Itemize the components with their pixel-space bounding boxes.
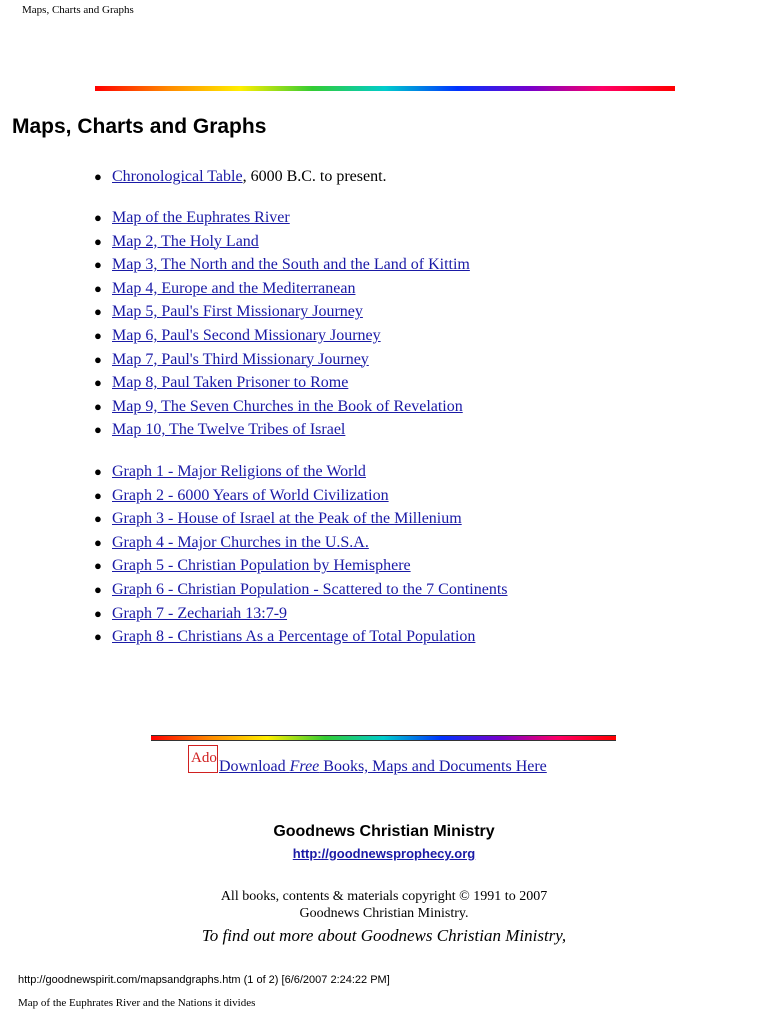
map-link[interactable]: Map 5, Paul's First Missionary Journey	[112, 303, 363, 321]
chronological-suffix: , 6000 B.C. to present.	[242, 168, 387, 185]
maps-list	[94, 206, 470, 442]
list-item	[94, 418, 470, 442]
bullet-icon: ●	[94, 327, 102, 343]
map-link[interactable]: Map 9, The Seven Churches in the Book of Revelation	[112, 397, 463, 415]
ado-placeholder-image[interactable]: Ado	[188, 745, 218, 773]
graph-link[interactable]: Graph 2 - 6000 Years of World Civilization	[112, 486, 389, 504]
bullet-icon: ●	[94, 487, 102, 503]
download-prefix: Download	[219, 758, 290, 775]
graph-link[interactable]: Graph 4 - Major Churches in the U.S.A.	[112, 533, 369, 551]
bullet-icon: ●	[94, 351, 102, 367]
list-item	[94, 253, 470, 277]
print-footer-url: http://goodnewspirit.com/mapsandgraphs.htm (1 of 2) [6/6/2007 2:24:22 PM]	[18, 974, 390, 986]
bullet-icon: ●	[94, 280, 102, 296]
bullet-icon: ●	[94, 629, 102, 645]
copyright-line-2: Goodnews Christian Ministry.	[299, 906, 469, 921]
bullet-icon: ●	[94, 398, 102, 414]
list-item	[94, 395, 470, 419]
bullet-icon: ●	[94, 257, 102, 273]
map-link[interactable]: Map of the Euphrates River	[112, 209, 290, 226]
graph-link[interactable]: Graph 1 - Major Religions of the World	[112, 463, 366, 480]
list-item	[94, 625, 508, 649]
find-out-more-text: To find out more about Goodnews Christian Ministry,	[201, 926, 567, 945]
chronological-table-link[interactable]: Chronological Table	[112, 168, 243, 185]
download-free-emphasis: Free	[289, 758, 320, 775]
bullet-icon: ●	[94, 605, 102, 621]
bullet-icon: ●	[94, 169, 102, 184]
rainbow-divider-bottom	[151, 735, 616, 741]
map-link[interactable]: Map 10, The Twelve Tribes of Israel	[112, 421, 346, 439]
ministry-url-wrap	[0, 846, 768, 861]
list-item	[94, 460, 508, 484]
bullet-icon: ●	[94, 422, 102, 438]
list-item	[94, 230, 470, 254]
bullet-icon: ●	[94, 464, 102, 479]
graph-link[interactable]: Graph 6 - Christian Population - Scattered to the 7 Continents	[112, 580, 508, 598]
graph-link[interactable]: Graph 7 - Zechariah 13:7-9	[112, 604, 288, 622]
rainbow-divider-top	[95, 86, 675, 91]
list-item	[94, 484, 508, 508]
list-item	[94, 300, 470, 324]
download-books-link[interactable]	[219, 758, 547, 776]
map-link[interactable]: Map 3, The North and the South and the Land of Kittim	[112, 256, 470, 274]
list-item	[94, 206, 470, 230]
bullet-icon: ●	[94, 375, 102, 391]
page-title: Maps, Charts and Graphs	[12, 115, 267, 138]
bullet-icon: ●	[94, 304, 102, 320]
download-suffix: Books, Maps and Documents Here	[319, 758, 547, 775]
list-item	[94, 348, 470, 372]
graph-link[interactable]: Graph 8 - Christians As a Percentage of Total Population	[112, 628, 476, 646]
graph-link[interactable]: Graph 5 - Christian Population by Hemisphere	[112, 557, 411, 575]
list-item	[94, 602, 508, 626]
map-link[interactable]: Map 8, Paul Taken Prisoner to Rome	[112, 374, 349, 392]
list-item	[94, 578, 508, 602]
graphs-list	[94, 460, 508, 649]
bullet-icon: ●	[94, 534, 102, 550]
map-link[interactable]: Map 2, The Holy Land	[112, 232, 259, 250]
footer-caption: Map of the Euphrates River and the Nations it divides	[18, 997, 256, 1009]
print-header-title: Maps, Charts and Graphs	[22, 4, 134, 16]
list-item	[94, 507, 508, 531]
list-item	[94, 554, 508, 578]
graph-link[interactable]: Graph 3 - House of Israel at the Peak of the Millenium	[112, 510, 462, 528]
chronological-list	[94, 165, 387, 189]
list-item	[94, 277, 470, 301]
bullet-icon: ●	[94, 558, 102, 574]
map-link[interactable]: Map 7, Paul's Third Missionary Journey	[112, 350, 369, 368]
bullet-icon: ●	[94, 233, 102, 249]
bullet-icon: ●	[94, 210, 102, 225]
list-item	[94, 165, 387, 189]
list-item	[94, 324, 470, 348]
list-item	[94, 531, 508, 555]
map-link[interactable]: Map 6, Paul's Second Missionary Journey	[112, 326, 381, 344]
ministry-name: Goodnews Christian Ministry	[273, 823, 495, 840]
bullet-icon: ●	[94, 581, 102, 597]
ministry-url-link[interactable]: http://goodnewsprophecy.org	[292, 846, 476, 861]
map-link[interactable]: Map 4, Europe and the Mediterranean	[112, 279, 356, 297]
bullet-icon: ●	[94, 511, 102, 527]
copyright-line-1: All books, contents & materials copyright © 1991 to 2007	[220, 889, 548, 904]
list-item	[94, 371, 470, 395]
